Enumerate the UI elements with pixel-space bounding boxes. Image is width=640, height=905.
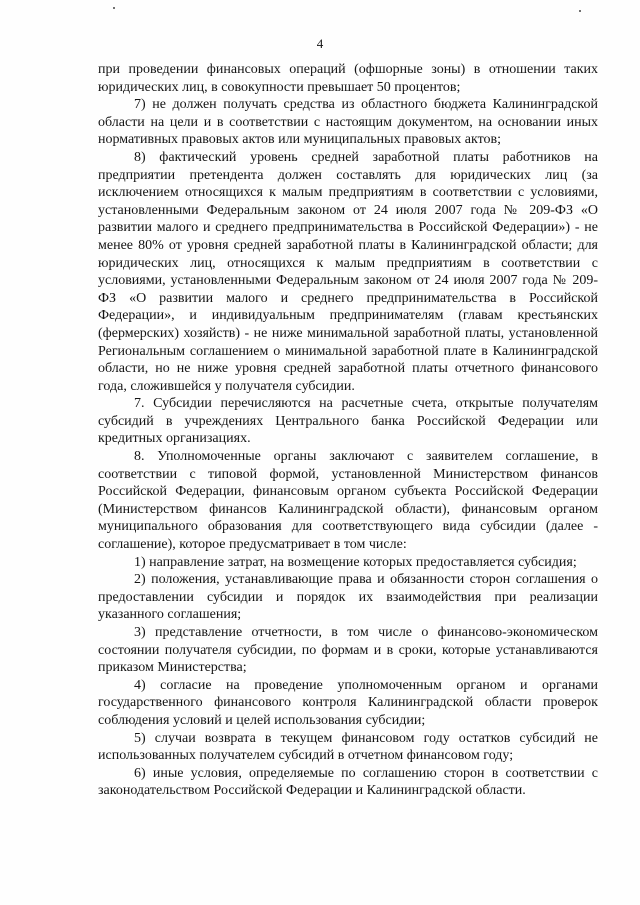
paragraph-subitem-4: 4) согласие на проведение уполномоченным органом и органами государственного финансового контроля Калининградской области проверок соблюдения условий и целей использования субсидии; <box>98 677 598 728</box>
paragraph-subitem-3: 3) представление отчетности, в том числе о финансово-экономическом состоянии получателя субсидии, по формам и в сроки, которые устанавливаются приказом Министерства; <box>98 625 598 676</box>
paragraph-subitem-6: 6) иные условия, определяемые по соглашению сторон в соответствии с законодательством Российской Федерации и Калининградской области. <box>98 765 598 799</box>
paragraph-section-7: 7. Субсидии перечисляются на расчетные счета, открытые получателям субсидий в учреждениях Центрального банка Российской Федерации или кредитных организациях. <box>98 396 598 447</box>
scan-speck <box>579 10 581 12</box>
paragraph-subitem-5: 5) случаи возврата в текущем финансовом году остатков субсидий не использованных получателем субсидий в отчетном финансовом году; <box>98 730 598 764</box>
paragraph-subitem-1: 1) направление затрат, на возмещение которых предоставляется субсидия; <box>134 554 577 570</box>
paragraph-continuation: при проведении финансовых операций (офшорные зоны) в отношении таких юридических лиц, в совокупности превышает 50 процентов; <box>98 62 598 95</box>
page-number: 4 <box>316 36 324 51</box>
scan-speck <box>113 7 115 9</box>
paragraph-item-8: 8) фактический уровень средней заработной платы работников на предприятии претендента должен составлять для юридических лиц (за исключением относящихся к малым предприятиям в соответствии с условиями, установленными Федеральным законом от 24 июля 2007 года № 209-ФЗ «О развитии малого и среднего предпринимательства в Российской Федерации») - не менее 80% от уровня средней заработной платы в Калининградской области; для юридических лиц, относящихся к малым предприятиям в соответствии с условиями, установленными Федеральным законом от 24 июля 2007 года № 209-ФЗ «О развитии малого и среднего предпринимательства в Российской Федерации», и индивидуальным предпринимателям (главам крестьянских (фермерских) хозяйств) - не ниже минимальной заработной платы, установленной Региональным соглашением о минимальной заработной плате в Калининградской области, но не ниже уровня средней заработной платы отчетного финансового года, сложившейся у получателя субсидии. <box>98 149 598 394</box>
paragraph-section-8: 8. Уполномоченные органы заключают с заявителем соглашение, в соответствии с типовой формой, установленной Министерством финансов Российской Федерации, финансовым органом субъекта Российской Федерации (Министерством финансов Калининградской области), финансовым органом муниципального образования для соответствующего вида субсидии (далее - соглашение), которое предусматривает в том числе: <box>98 449 598 553</box>
document-body <box>98 61 598 800</box>
paragraph-item-7: 7) не должен получать средства из областного бюджета Калининградской области на цели и в соответствии с настоящим документом, на основании иных нормативных правовых актов или муниципальных правовых актов; <box>98 97 598 148</box>
paragraph-subitem-2: 2) положения, устанавливающие права и обязанности сторон соглашения о предоставлении субсидии и порядок их взаимодействия при реализации указанного соглашения; <box>98 572 598 623</box>
